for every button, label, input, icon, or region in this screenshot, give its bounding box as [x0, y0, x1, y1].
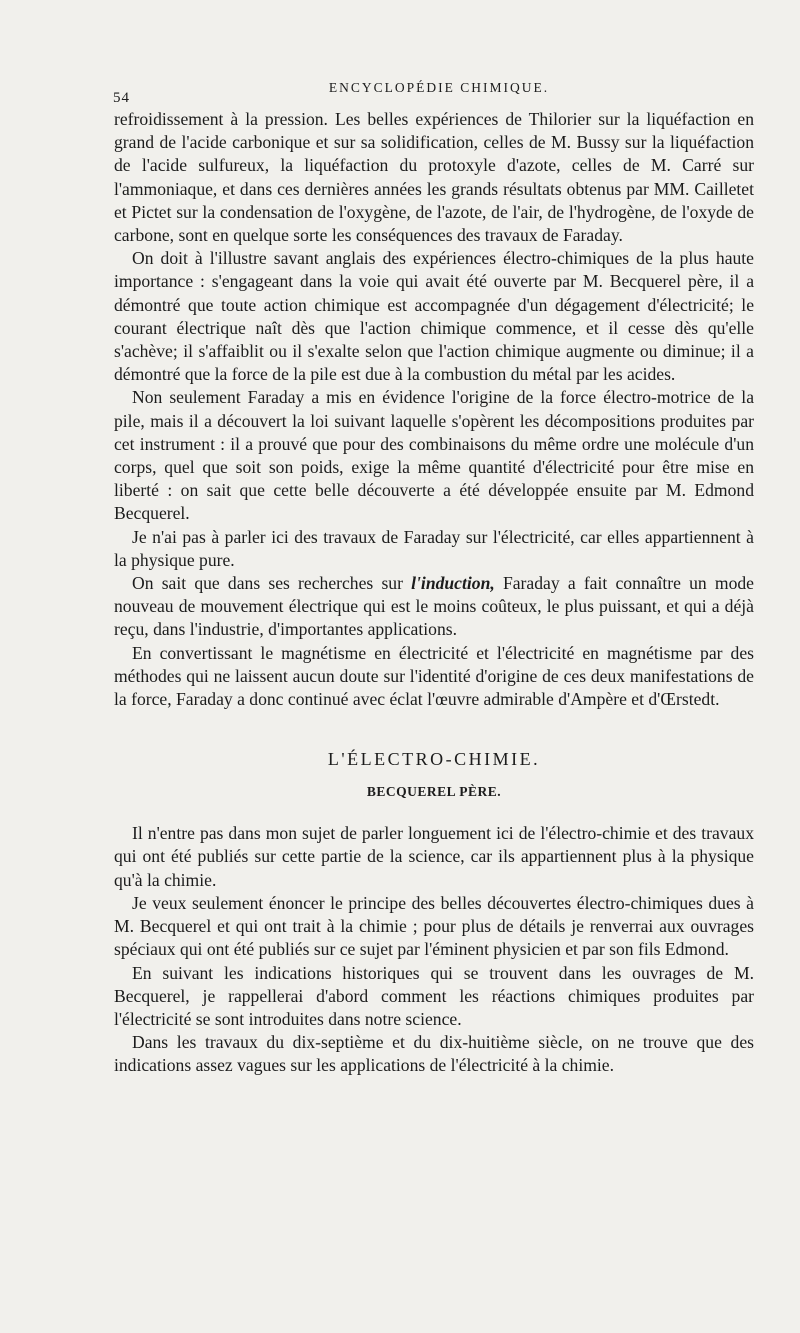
running-head: ENCYCLOPÉDIE CHIMIQUE. [328, 80, 550, 95]
body-text [114, 108, 754, 1078]
section-title: L'ÉLECTRO-CHIMIE. [327, 749, 541, 770]
paragraph: Je n'ai pas à parler ici des travaux de Faraday sur l'électricité, car elles appartiennent à la physique pure. [114, 526, 754, 570]
paragraph: En suivant les indications historiques qui se trouvent dans les ouvrages de M. Becquerel, je rappellerai d'abord comment les réactions chimiques produites par l'électricité se sont introduites dans notre science. [114, 962, 754, 1029]
emphasized-term: l'induction, [411, 573, 495, 594]
page-number: 54 [113, 90, 130, 106]
paragraph-text: On sait que dans ses recherches sur [132, 573, 412, 594]
paragraph: Il n'entre pas dans mon sujet de parler longuement ici de l'électro-chimie et des travaux qui ont été publiés sur cette partie de la science, car ils appartiennent plus à la physique qu'à la chimie. [114, 823, 754, 890]
paragraph: Dans les travaux du dix-septième et du dix-huitième siècle, on ne trouve que des indications assez vagues sur les applications de l'électricité à la chimie. [114, 1032, 754, 1076]
paragraph: En convertissant le magnétisme en électricité et l'électricité en magnétisme par des méthodes qui ne laissent aucun doute sur l'identité d'origine de ces deux manifestations de la force, Faraday a donc continué avec éclat l'œuvre admirable d'Ampère et d'Œrstedt. [114, 642, 754, 710]
paragraph: On doit à l'illustre savant anglais des expériences électro-chimiques de la plus haute importance : s'engageant dans la voie qui avait été ouverte par M. Becquerel père, il a démontré que toute action chimique est accompagnée d'un dégagement d'électricité; le courant électrique naît dès que l'action chimique commence, et il cesse dès qu'elle s'achève; il s'affaiblit ou il s'exalte selon que l'action chimique augmente ou diminue; il a démontré que la force de la pile est due à la combustion du métal par les acides. [114, 248, 754, 385]
paragraph: refroidissement à la pression. Les belles expériences de Thilorier sur la liquéfaction en grand de l'acide carbonique et sur sa solidification, celles de M. Bussy sur la liquéfaction de l'acide sulfureux, la liquéfaction du protoxyle d'azote, celles de M. Carré sur l'ammoniaque, et dans ces dernières années les grands résultats obtenus par MM. Cailletet et Pictet sur la condensation de l'oxygène, de l'azote, de l'air, de l'hydrogène, de l'oxyde de carbone, sont en quelque sorte les conséquences des travaux de Faraday. [114, 109, 754, 246]
subsection-title: BECQUEREL PÈRE. [366, 784, 502, 800]
paragraph: Non seulement Faraday a mis en évidence l'origine de la force électro-motrice de la pile, mais il a découvert la loi suivant laquelle s'opèrent les décompositions produites par cet instrument : il a prouvé que pour des combinaisons du même ordre une molécule d'un corps, quel que soit son poids, exige la même quantité d'électricité pour être mise en liberté : on sait que cette belle découverte a été développée ensuite par M. Edmond Becquerel. [114, 387, 754, 524]
paragraph-induction [114, 572, 754, 642]
paragraph-text: Faraday a fait connaître un mode nouveau de mouvement électrique qui est le moins coûteux, le plus puissant, et qui a déjà reçu, dans l'industrie, d'importantes applications. [114, 573, 754, 640]
paragraph: Je veux seulement énoncer le principe des belles découvertes électro-chimiques dues à M. Becquerel et qui ont trait à la chimie ; pour plus de détails je renverrai aux ouvrages spéciaux qui ont été publiés sur ce sujet par l'éminent physicien et par son fils Edmond. [114, 892, 754, 960]
